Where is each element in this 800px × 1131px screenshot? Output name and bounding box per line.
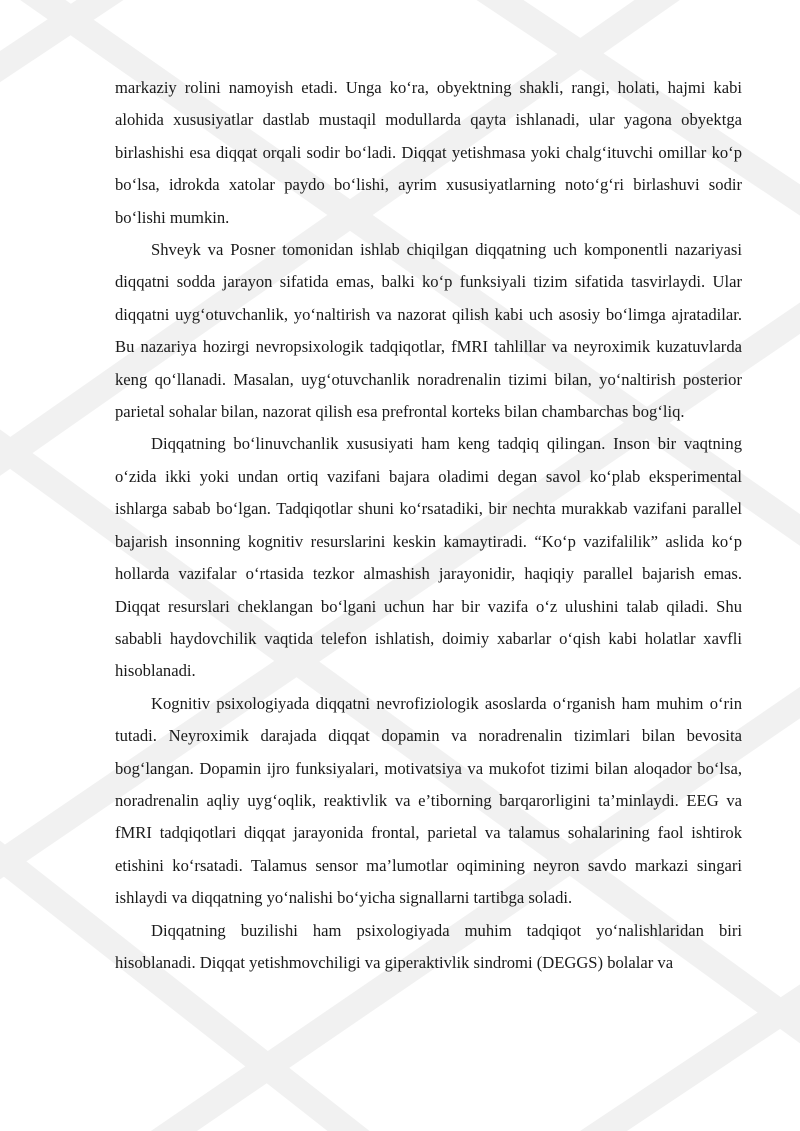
paragraph: markaziy rolini namoyish etadi. Unga ko‘ra, obyektning shakli, rangi, holati, hajmi kabi alohida xususiyatlar dastlab mustaqil modullarda qayta ishlanadi, ular yagona obyektga birlashishi esa diqqat orqali sodir bo‘ladi. Diqqat yetishmasa yoki chalg‘ituvchi omillar ko‘p bo‘lsa, idrokda xatolar paydo bo‘lishi, ayrim xususiyatlarning noto‘g‘ri birlashuvi sodir bo‘lishi mumkin. <box>115 78 742 227</box>
paragraph: Kognitiv psixologiyada diqqatni nevrofiziologik asoslarda o‘rganish ham muhim o‘rin tutadi. Neyroximik darajada diqqat dopamin va noradrenalin tizimlari bilan bevosita bog‘langan. Dopamin ijro funksiyalari, motivatsiya va mukofot tizimi bilan aloqador bo‘lsa, noradrenalin aqliy uyg‘oqlik, reaktivlik va e’tiborning barqarorligini ta’minlaydi. EEG va fMRI tadqiqotlari diqqat jarayonida frontal, parietal va talamus sohalarining faol ishtirok etishini ko‘rsatadi. Talamus sensor ma’lumotlar oqimining neyron savdo markazi singari ishlaydi va diqqatning yo‘nalishi bo‘yicha signallarni tartibga soladi. <box>115 693 742 908</box>
body-text <box>115 72 742 979</box>
paragraph: Diqqatning buzilishi ham psixologiyada muhim tadqiqot yo‘nalishlaridan biri hisoblanadi. Diqqat yetishmovchiligi va giperaktivlik sindromi (DEGGS) bolalar va <box>115 920 742 972</box>
paragraph: Shveyk va Posner tomonidan ishlab chiqilgan diqqatning uch komponentli nazariyasi diqqatni sodda jarayon sifatida emas, balki ko‘p funksiyali tizim sifatida tasvirlaydi. Ular diqqatni uyg‘otuvchanlik, yo‘naltirish va nazorat qilish kabi uch asosiy bo‘limga ajratadilar. Bu nazariya hozirgi nevropsixologik tadqiqotlar, fMRI tahlillar va neyroximik kuzatuvlarda keng qo‘llanadi. Masalan, uyg‘otuvchanlik noradrenalin tizimi bilan, yo‘naltirish posterior parietal sohalar bilan, nazorat qilish esa prefrontal korteks bilan chambarchas bog‘liq. <box>115 240 742 422</box>
paragraph: Diqqatning bo‘linuvchanlik xususiyati ham keng tadqiq qilingan. Inson bir vaqtning o‘zida ikki yoki undan ortiq vazifani bajara oladimi degan savol ko‘plab eksperimental ishlarga sabab bo‘lgan. Tadqiqotlar shuni ko‘rsatadiki, bir nechta murakkab vazifani parallel bajarish insonning kognitiv resurslarini keskin kamaytiradi. “Ko‘p vazifalilik” aslida ko‘p hollarda vazifalar o‘rtasida tezkor almashish jarayonidir, haqiqiy parallel bajarish emas. Diqqat resurslari cheklangan bo‘lgani uchun har bir vazifa o‘z ulushini talab qiladi. Shu sababli haydovchilik vaqtida telefon ishlatish, doimiy xabarlar o‘qish kabi holatlar xavfli hisoblanadi. <box>115 434 742 681</box>
